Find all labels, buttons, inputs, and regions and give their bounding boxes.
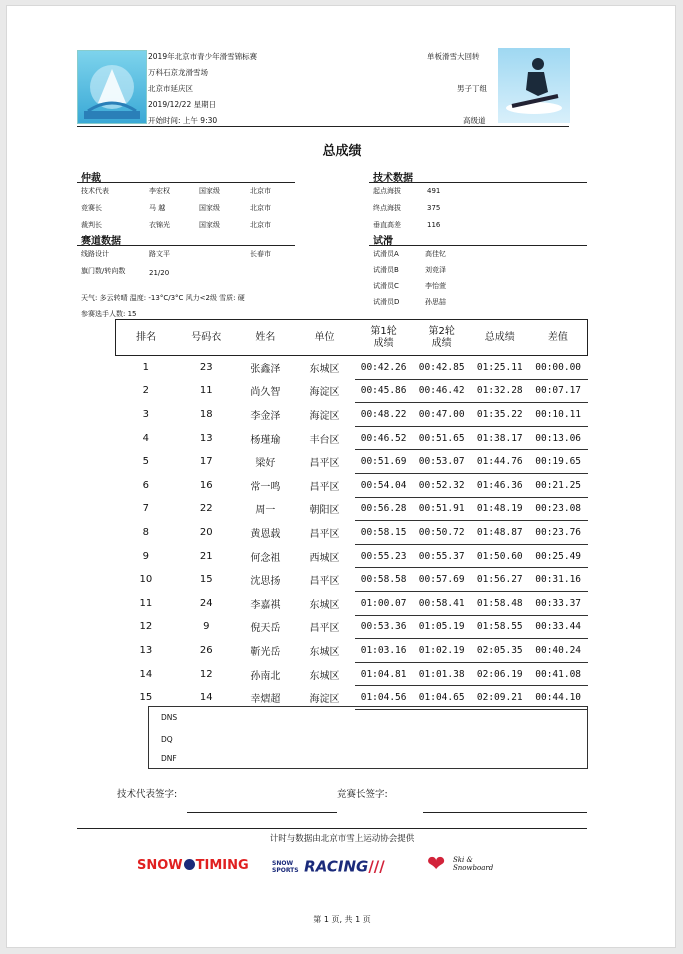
jury-city-2: 北京市 xyxy=(250,204,271,212)
setter-city: 长春市 xyxy=(250,250,271,258)
jury-city-1: 北京市 xyxy=(250,187,271,195)
total-cell: 01:56.27 xyxy=(471,568,529,592)
club-cell: 东城区 xyxy=(309,646,340,658)
tech-label-1: 起点海拔 xyxy=(373,187,401,195)
jury-name-1: 李宏权 xyxy=(149,187,170,195)
snowsports-racing-logo xyxy=(272,856,385,876)
racing-small-bottom: SPORTS xyxy=(272,866,299,874)
col-bib: 号码衣 xyxy=(176,320,236,356)
run2-cell: 01:05.19 xyxy=(413,615,471,639)
run2-cell: 00:46.42 xyxy=(413,379,471,403)
table-row xyxy=(116,521,588,545)
racing-word: RACING xyxy=(304,857,369,876)
date: 2019/12/22 星期日 xyxy=(148,100,217,109)
run2-cell: 00:52.32 xyxy=(413,473,471,497)
run1-cell: 00:45.86 xyxy=(355,379,413,403)
forerunner-name-a: 高佳钇 xyxy=(425,250,446,258)
diff-cell: 00:19.65 xyxy=(529,450,588,474)
run2-cell: 00:51.91 xyxy=(413,497,471,521)
forerunner-name-c: 李怡萱 xyxy=(425,282,446,290)
tech-label-2: 终点海拔 xyxy=(373,204,401,212)
results-table xyxy=(115,319,588,710)
rank-cell: 12 xyxy=(139,621,153,633)
run1-cell: 00:58.58 xyxy=(355,568,413,592)
jury-level-1: 国家级 xyxy=(199,187,220,195)
cos-signature-label: 竞赛长签字: xyxy=(337,789,388,800)
total-cell: 02:09.21 xyxy=(471,686,529,710)
bib-cell: 18 xyxy=(199,408,213,420)
name-cell: 黄恩载 xyxy=(250,528,281,540)
jury-role-2: 竞赛长 xyxy=(81,204,102,212)
run2-cell: 00:50.72 xyxy=(413,521,471,545)
rank-cell: 10 xyxy=(139,574,153,586)
table-row xyxy=(116,403,588,427)
page-number: 第 1 页, 共 1 页 xyxy=(313,915,371,924)
results-body xyxy=(116,356,588,710)
total-cell: 02:06.19 xyxy=(471,662,529,686)
club-cell: 昌平区 xyxy=(309,528,340,540)
bib-cell: 17 xyxy=(199,456,213,468)
run1-cell: 01:00.07 xyxy=(355,591,413,615)
jury-heading: 仲裁 xyxy=(81,173,101,184)
bib-cell: 9 xyxy=(203,621,210,633)
table-row xyxy=(116,591,588,615)
group: 男子丁组 xyxy=(457,84,487,93)
jury-role-1: 技术代表 xyxy=(81,187,109,195)
table-header-row xyxy=(116,320,588,356)
run1-cell: 00:54.04 xyxy=(355,473,413,497)
jury-city-3: 北京市 xyxy=(250,221,271,229)
col-run1: 第1轮 成绩 xyxy=(355,320,413,356)
run2-cell: 01:01.38 xyxy=(413,662,471,686)
col-name: 姓名 xyxy=(236,320,294,356)
snowboarder-image xyxy=(498,48,570,123)
name-cell: 靳光岳 xyxy=(250,646,281,658)
run2-cell: 00:51.65 xyxy=(413,426,471,450)
rank-cell: 7 xyxy=(142,503,150,515)
club-cell: 昌平区 xyxy=(309,481,340,493)
run1-cell: 00:53.36 xyxy=(355,615,413,639)
venue: 万科石京龙滑雪场 xyxy=(148,68,208,77)
run2-cell: 00:42.85 xyxy=(413,356,471,380)
table-row xyxy=(116,639,588,663)
bib-cell: 15 xyxy=(199,574,213,586)
course-data-heading: 赛道数据 xyxy=(81,236,121,247)
club-cell: 朝阳区 xyxy=(309,505,340,517)
table-row xyxy=(116,473,588,497)
dnf-label: DNF xyxy=(161,754,177,763)
jury-name-3: 衣锦光 xyxy=(149,221,170,229)
diff-cell: 00:31.16 xyxy=(529,568,588,592)
diff-cell: 00:23.08 xyxy=(529,497,588,521)
name-cell: 周一 xyxy=(255,505,276,517)
total-cell: 01:48.87 xyxy=(471,521,529,545)
run2-cell: 00:58.41 xyxy=(413,591,471,615)
table-row xyxy=(116,615,588,639)
rank-cell: 9 xyxy=(142,550,150,562)
forerunners-heading: 试滑 xyxy=(373,236,393,247)
rank-cell: 4 xyxy=(142,432,150,444)
table-row xyxy=(116,450,588,474)
run2-cell: 01:04.65 xyxy=(413,686,471,710)
bib-cell: 13 xyxy=(199,432,213,444)
total-cell: 01:32.28 xyxy=(471,379,529,403)
jury-level-2: 国家级 xyxy=(199,204,220,212)
rank-cell: 6 xyxy=(142,479,150,491)
total-cell: 01:50.60 xyxy=(471,544,529,568)
bib-cell: 24 xyxy=(199,597,213,609)
name-cell: 沈思扬 xyxy=(250,576,281,588)
event-name: 2019年北京市青少年滑雪锦标赛 xyxy=(148,52,258,61)
run1-cell: 00:51.69 xyxy=(355,450,413,474)
run2-cell: 00:53.07 xyxy=(413,450,471,474)
col-rank: 排名 xyxy=(116,320,177,356)
forerunner-label-c: 试滑员C xyxy=(373,282,399,290)
diff-cell: 00:44.10 xyxy=(529,686,588,710)
jury-role-3: 裁判长 xyxy=(81,221,102,229)
bib-cell: 16 xyxy=(199,479,213,491)
name-cell: 李嘉祺 xyxy=(250,599,281,611)
run1-cell: 00:56.28 xyxy=(355,497,413,521)
diff-cell: 00:25.49 xyxy=(529,544,588,568)
ski-snowboard-logo xyxy=(427,852,507,878)
setter-label: 线路设计 xyxy=(81,250,109,258)
diff-cell: 00:13.06 xyxy=(529,426,588,450)
rank-cell: 3 xyxy=(142,408,150,420)
total-cell: 01:25.11 xyxy=(471,356,529,380)
run2-cell: 01:02.19 xyxy=(413,639,471,663)
racing-stripes-icon: /// xyxy=(368,857,385,876)
location: 北京市延庆区 xyxy=(148,84,193,93)
table-row xyxy=(116,497,588,521)
diff-cell: 00:07.17 xyxy=(529,379,588,403)
total-cell: 01:48.19 xyxy=(471,497,529,521)
run1-cell: 01:03.16 xyxy=(355,639,413,663)
rank-cell: 14 xyxy=(139,668,153,680)
clock-icon xyxy=(184,859,195,870)
club-cell: 昌平区 xyxy=(309,458,340,470)
diff-cell: 00:33.44 xyxy=(529,615,588,639)
name-cell: 常一鸣 xyxy=(250,481,281,493)
name-cell: 倪天岳 xyxy=(250,623,281,635)
club-cell: 海淀区 xyxy=(309,387,340,399)
run1-cell: 00:42.26 xyxy=(355,356,413,380)
bib-cell: 14 xyxy=(199,692,213,704)
run2-cell: 00:55.37 xyxy=(413,544,471,568)
bib-cell: 23 xyxy=(199,362,213,374)
club-cell: 丰台区 xyxy=(309,434,340,446)
club-cell: 东城区 xyxy=(309,670,340,682)
rank-cell: 1 xyxy=(142,362,150,374)
name-cell: 幸熠超 xyxy=(250,694,281,706)
run1-cell: 00:48.22 xyxy=(355,403,413,427)
tech-value-2: 375 xyxy=(427,204,441,212)
club-cell: 海淀区 xyxy=(309,694,340,706)
gates-label: 旗门数/转向数 xyxy=(81,267,126,275)
rank-cell: 11 xyxy=(139,597,153,609)
tech-value-1: 491 xyxy=(427,187,441,195)
ski-snowboard-text: Ski & Snowboard xyxy=(453,856,494,872)
rank-cell: 8 xyxy=(142,526,150,538)
club-cell: 海淀区 xyxy=(309,410,340,422)
heart-icon: ❤ xyxy=(427,852,446,877)
forerunner-label-a: 试滑员A xyxy=(373,250,399,258)
forerunner-name-b: 刘竞泽 xyxy=(425,266,446,274)
table-row xyxy=(116,662,588,686)
bib-cell: 21 xyxy=(199,550,213,562)
participants: 参赛选手人数: 15 xyxy=(81,310,137,318)
tech-value-3: 116 xyxy=(427,221,441,229)
bib-cell: 22 xyxy=(199,503,213,515)
total-cell: 01:44.76 xyxy=(471,450,529,474)
run1-cell: 00:58.15 xyxy=(355,521,413,545)
page-title: 总成绩 xyxy=(322,144,362,159)
rank-cell: 13 xyxy=(139,644,153,656)
col-diff: 差值 xyxy=(529,320,588,356)
gates-value: 21/20 xyxy=(149,269,170,277)
total-cell: 01:46.36 xyxy=(471,473,529,497)
bib-cell: 12 xyxy=(199,668,213,680)
table-row xyxy=(116,379,588,403)
run1-cell: 00:55.23 xyxy=(355,544,413,568)
discipline: 单板滑雪大回转 xyxy=(427,52,480,61)
diff-cell: 00:33.37 xyxy=(529,591,588,615)
total-cell: 01:38.17 xyxy=(471,426,529,450)
forerunner-name-d: 孙思喆 xyxy=(425,298,446,306)
rank-cell: 5 xyxy=(142,456,150,468)
snowtiming-timing: TIMING xyxy=(195,858,249,873)
tech-label-3: 垂直高差 xyxy=(373,221,401,229)
bib-cell: 11 xyxy=(199,385,213,397)
name-cell: 尚久智 xyxy=(250,387,281,399)
club-cell: 东城区 xyxy=(309,599,340,611)
course: 高级道 xyxy=(463,116,486,125)
col-run2: 第2轮 成绩 xyxy=(413,320,471,356)
tech-heading: 技术数据 xyxy=(373,173,413,184)
diff-cell: 00:00.00 xyxy=(529,356,588,380)
jury-name-2: 马 越 xyxy=(149,204,166,212)
name-cell: 李金泽 xyxy=(250,410,281,422)
racing-small-top: SNOW xyxy=(272,859,294,867)
start-time: 开始时间: 上午 9:30 xyxy=(148,116,218,125)
run1-cell: 01:04.56 xyxy=(355,686,413,710)
name-cell: 孙南北 xyxy=(250,670,281,682)
diff-cell: 00:23.76 xyxy=(529,521,588,545)
event-logo xyxy=(77,50,147,124)
snowtiming-snow: SNOW xyxy=(137,858,183,873)
club-cell: 昌平区 xyxy=(309,576,340,588)
run1-cell: 01:04.81 xyxy=(355,662,413,686)
rank-cell: 2 xyxy=(142,385,150,397)
diff-cell: 00:10.11 xyxy=(529,403,588,427)
rank-cell: 15 xyxy=(139,692,153,704)
col-total: 总成绩 xyxy=(471,320,529,356)
run2-cell: 00:57.69 xyxy=(413,568,471,592)
diff-cell: 00:41.08 xyxy=(529,662,588,686)
name-cell: 杨瑾瑜 xyxy=(250,434,281,446)
results-page xyxy=(6,5,676,948)
forerunner-label-d: 试滑员D xyxy=(373,298,400,306)
dq-label: DQ xyxy=(161,735,173,744)
club-cell: 昌平区 xyxy=(309,623,340,635)
table-row xyxy=(116,544,588,568)
diff-cell: 00:40.24 xyxy=(529,639,588,663)
run2-cell: 00:47.00 xyxy=(413,403,471,427)
table-row xyxy=(116,568,588,592)
table-row xyxy=(116,426,588,450)
col-club: 单位 xyxy=(294,320,354,356)
diff-cell: 00:21.25 xyxy=(529,473,588,497)
table-row xyxy=(116,356,588,380)
bib-cell: 26 xyxy=(199,644,213,656)
status-box xyxy=(148,706,588,769)
jury-level-3: 国家级 xyxy=(199,221,220,229)
name-cell: 张鑫泽 xyxy=(250,364,281,376)
bib-cell: 20 xyxy=(199,526,213,538)
name-cell: 何念祖 xyxy=(250,552,281,564)
name-cell: 梁好 xyxy=(255,458,276,470)
club-cell: 西城区 xyxy=(309,552,340,564)
club-cell: 东城区 xyxy=(309,364,340,376)
total-cell: 01:58.55 xyxy=(471,615,529,639)
forerunner-label-b: 试滑员B xyxy=(373,266,399,274)
run1-cell: 00:46.52 xyxy=(355,426,413,450)
snowtiming-logo xyxy=(137,858,249,873)
timing-provider: 计时与数据由北京市雪上运动协会提供 xyxy=(269,834,415,844)
total-cell: 01:35.22 xyxy=(471,403,529,427)
td-signature-label: 技术代表签字: xyxy=(117,789,178,800)
total-cell: 02:05.35 xyxy=(471,639,529,663)
total-cell: 01:58.48 xyxy=(471,591,529,615)
dns-label: DNS xyxy=(161,713,178,722)
setter-name: 路文平 xyxy=(149,250,170,258)
weather: 天气: 多云转晴 温度: -13°C/3°C 风力<2级 雪质: 硬 xyxy=(81,294,245,302)
